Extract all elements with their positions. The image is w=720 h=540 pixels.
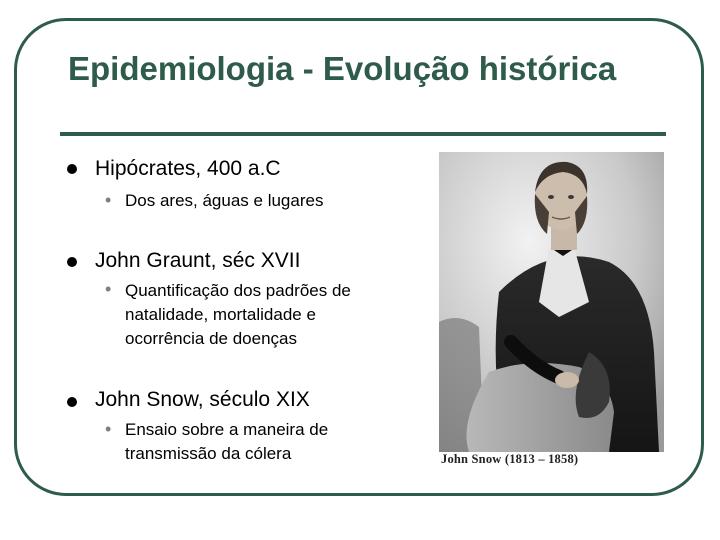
bullet-icon [67, 257, 77, 267]
bullet-item-snow: John Snow, século XIX [95, 388, 310, 411]
sub-bullet-icon: • [105, 190, 112, 210]
sub-item-snow: Ensaio sobre a maneira de transmissão da cólera [125, 420, 329, 463]
sub-bullet-icon: • [105, 279, 112, 299]
photo-caption: John Snow (1813 – 1858) [441, 452, 579, 466]
slide-title: Epidemiologia - Evolução histórica [68, 50, 617, 87]
title-divider [60, 132, 666, 136]
bullet-icon [67, 164, 77, 174]
sub-bullet-icon: • [105, 419, 112, 439]
sub-item-hipocrates: Dos ares, águas e lugares [125, 191, 324, 210]
portrait-photo [439, 152, 664, 470]
bullet-item-hipocrates: Hipócrates, 400 a.C [95, 157, 281, 180]
bullet-item-graunt: John Graunt, séc XVII [95, 249, 301, 272]
bullet-icon [67, 397, 77, 407]
sub-item-graunt: Quantificação dos padrões de natalidade, mortalidade e ocorrência de doenças [125, 281, 351, 348]
